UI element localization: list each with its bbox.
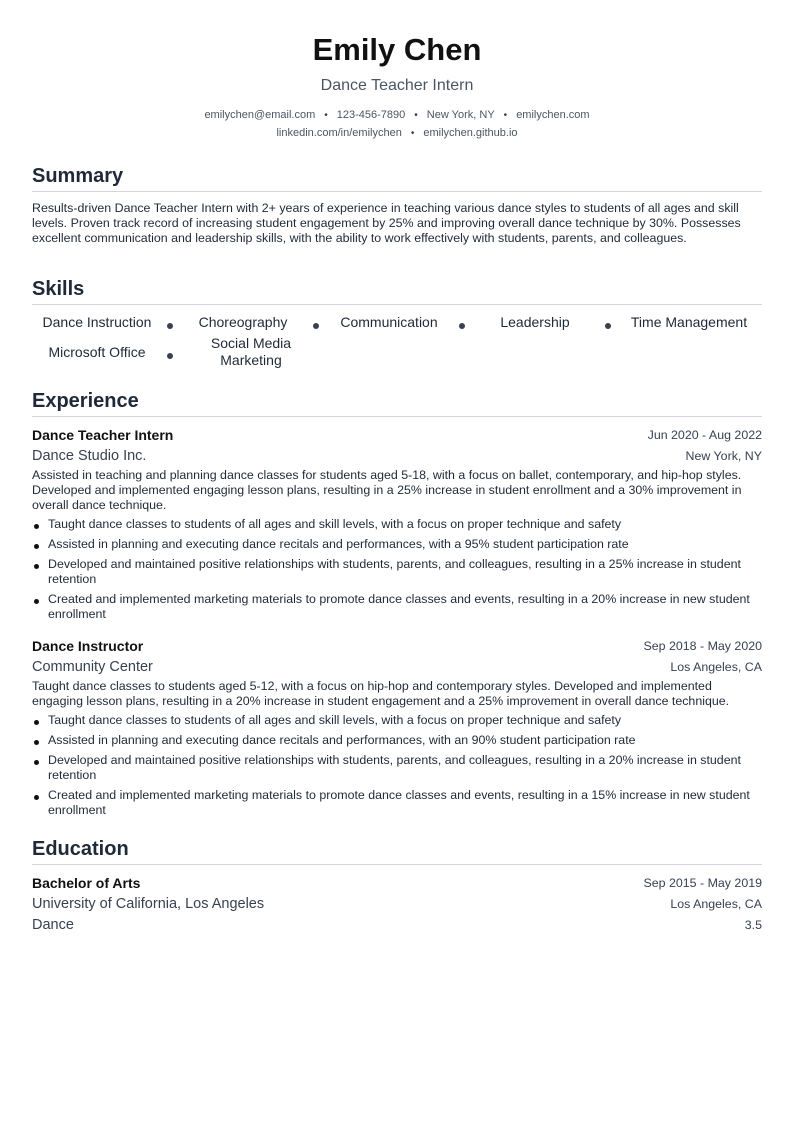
contact-line-2 <box>32 126 762 141</box>
contact-phone[interactable]: 123-456-7890 <box>336 109 406 121</box>
summary-text: Results-driven Dance Teacher Intern with 2+ years of experience in teaching various dance styles to students of all ages and skill levels. Proven track record of increasing student engagement by 25% and improving overall dance technique by 30%. Possesses excellent communication and leadership skills, with the ability to work effectively with students, parents, and colleagues. <box>32 201 741 245</box>
separator-dot: • <box>410 128 415 139</box>
skills-heading: Skills <box>32 277 762 305</box>
job-bullet-item: Assisted in planning and executing dance recitals and performances, with an 90% student participation rate <box>32 733 762 748</box>
job-dates: Jun 2020 - Aug 2022 <box>647 428 762 442</box>
job-organization: Dance Studio Inc. <box>32 448 147 464</box>
summary-heading: Summary <box>32 164 762 192</box>
job-bullet-item: Developed and maintained positive relationships with students, parents, and colleagues, resulting in a 20% increase in student retention <box>32 753 762 783</box>
education-field: Dance <box>32 917 74 933</box>
job-bullet-item: Created and implemented marketing materials to promote dance classes and events, resulting in a 20% increase in new student enrollment <box>32 592 762 622</box>
skill-item: Social Media Marketing <box>210 335 292 368</box>
skill-separator-dot <box>313 323 319 329</box>
contact-line-1 <box>32 108 762 123</box>
separator-dot: • <box>503 110 508 121</box>
contact-linkedin[interactable]: linkedin.com/in/emilychen <box>276 127 402 139</box>
job-description: Assisted in teaching and planning dance classes for students aged 5-18, with a focus on ballet, contemporary, and hip-hop styles. Developed and implemented engaging lesson plans, resulting in a 25% increase in student enrollment and a 30% improvement in overall dance technique. <box>32 468 742 512</box>
job-bullets <box>32 517 762 627</box>
skill-separator-dot <box>605 323 611 329</box>
job-description: Taught dance classes to students aged 5-12, with a focus on hip-hop and contemporary styles. Developed and implemented engaging lesson plans, resulting in a 20% increase in student engagement and a 25% improvement in overall dance technique. <box>32 679 730 708</box>
skill-item: Choreography <box>198 314 288 330</box>
education-degree: Bachelor of Arts <box>32 875 141 891</box>
education-school: University of California, Los Angeles <box>32 896 265 912</box>
education-dates: Sep 2015 - May 2019 <box>643 876 762 890</box>
education-heading: Education <box>32 837 762 865</box>
job-organization: Community Center <box>32 659 153 675</box>
job-bullet-item: Developed and maintained positive relationships with students, parents, and colleagues, resulting in a 25% increase in student retention <box>32 557 762 587</box>
job-location: Los Angeles, CA <box>670 660 762 674</box>
job-bullet-item: Created and implemented marketing materials to promote dance classes and events, resulting in a 15% increase in new student enrollment <box>32 788 762 818</box>
skill-item: Leadership <box>500 314 570 330</box>
skill-item: Microsoft Office <box>48 344 146 360</box>
contact-website[interactable]: emilychen.com <box>516 109 590 121</box>
skill-item: Dance Instruction <box>42 314 152 330</box>
job-location: New York, NY <box>685 449 762 463</box>
candidate-name: Emily Chen <box>312 32 482 67</box>
experience-heading: Experience <box>32 389 762 417</box>
job-bullet-item: Taught dance classes to students of all ages and skill levels, with a focus on proper technique and safety <box>32 713 762 728</box>
contact-location: New York, NY <box>426 109 495 121</box>
job-title: Dance Instructor <box>32 638 144 654</box>
candidate-title: Dance Teacher Intern <box>320 77 474 94</box>
skill-separator-dot <box>167 353 173 359</box>
skill-separator-dot <box>459 323 465 329</box>
skill-separator-dot <box>167 323 173 329</box>
job-bullets <box>32 713 762 823</box>
job-bullet-item: Taught dance classes to students of all ages and skill levels, with a focus on proper technique and safety <box>32 517 762 532</box>
separator-dot: • <box>414 110 418 121</box>
contact-github[interactable]: emilychen.github.io <box>423 127 518 139</box>
skill-item: Time Management <box>630 314 748 330</box>
skill-item: Communication <box>340 314 438 330</box>
job-bullet-item: Assisted in planning and executing dance recitals and performances, with a 95% student participation rate <box>32 537 762 552</box>
education-location: Los Angeles, CA <box>670 897 762 911</box>
separator-dot: • <box>324 110 328 121</box>
education-gpa: 3.5 <box>744 918 762 932</box>
job-title: Dance Teacher Intern <box>32 427 174 443</box>
contact-email[interactable]: emilychen@email.com <box>204 109 316 121</box>
job-dates: Sep 2018 - May 2020 <box>643 639 762 653</box>
